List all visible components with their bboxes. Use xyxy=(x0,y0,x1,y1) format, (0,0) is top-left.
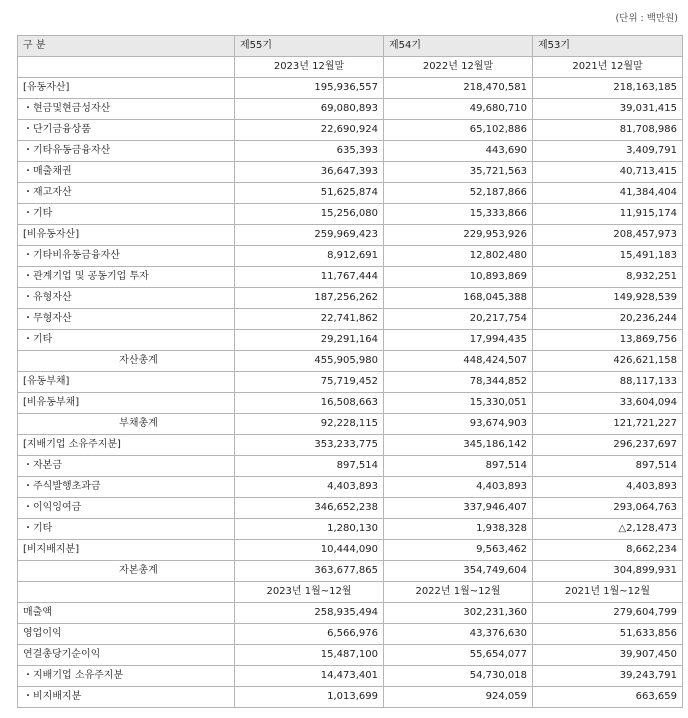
period-blank-cell xyxy=(18,582,235,603)
value-cell: 279,604,799 xyxy=(533,603,683,624)
value-cell: 363,677,865 xyxy=(235,561,384,582)
value-cell: 635,393 xyxy=(235,141,384,162)
value-cell: 168,045,388 xyxy=(384,288,533,309)
table-row xyxy=(18,624,683,645)
value-cell: 6,566,976 xyxy=(235,624,384,645)
value-cell: 1,938,328 xyxy=(384,519,533,540)
value-cell: 897,514 xyxy=(235,456,384,477)
row-label: 연결총당기순이익 xyxy=(18,645,235,666)
row-label: ・현금및현금성자산 xyxy=(18,99,235,120)
value-cell: 22,741,862 xyxy=(235,309,384,330)
value-cell: 15,491,183 xyxy=(533,246,683,267)
value-cell: 10,893,869 xyxy=(384,267,533,288)
value-cell: 426,621,158 xyxy=(533,351,683,372)
table-row xyxy=(18,414,683,435)
value-cell: 259,969,423 xyxy=(235,225,384,246)
period-label: 2021년 12월말 xyxy=(533,57,683,78)
row-label: ・자본금 xyxy=(18,456,235,477)
value-cell: 345,186,142 xyxy=(384,435,533,456)
value-cell: 22,690,924 xyxy=(235,120,384,141)
table-row xyxy=(18,120,683,141)
value-cell: 229,953,926 xyxy=(384,225,533,246)
value-cell: 51,625,874 xyxy=(235,183,384,204)
total-label: 자본총계 xyxy=(119,565,158,576)
value-cell: 337,946,407 xyxy=(384,498,533,519)
value-cell: 1,280,130 xyxy=(235,519,384,540)
row-label: ・기타 xyxy=(18,519,235,540)
header-period-53: 제53기 xyxy=(533,36,683,57)
value-cell: 12,802,480 xyxy=(384,246,533,267)
value-cell: 208,457,973 xyxy=(533,225,683,246)
value-cell: 15,333,866 xyxy=(384,204,533,225)
value-cell: 195,936,557 xyxy=(235,78,384,99)
value-cell: 93,674,903 xyxy=(384,414,533,435)
value-cell: 9,563,462 xyxy=(384,540,533,561)
value-cell: 3,409,791 xyxy=(533,141,683,162)
header-category: 구 분 xyxy=(18,36,235,57)
value-cell: 8,912,691 xyxy=(235,246,384,267)
value-cell: 8,662,234 xyxy=(533,540,683,561)
value-cell: 121,721,227 xyxy=(533,414,683,435)
value-cell: 20,236,244 xyxy=(533,309,683,330)
value-cell: 16,508,663 xyxy=(235,393,384,414)
value-cell: 35,721,563 xyxy=(384,162,533,183)
row-label: ・지배기업 소유주지분 xyxy=(18,666,235,687)
value-cell: 69,080,893 xyxy=(235,99,384,120)
value-cell: 15,487,100 xyxy=(235,645,384,666)
row-label: [유동자산] xyxy=(18,78,235,99)
value-cell: 17,994,435 xyxy=(384,330,533,351)
row-label: ・단기금융상품 xyxy=(18,120,235,141)
table-row xyxy=(18,666,683,687)
value-cell: 258,935,494 xyxy=(235,603,384,624)
value-cell: 33,604,094 xyxy=(533,393,683,414)
value-cell: 218,470,581 xyxy=(384,78,533,99)
value-cell: 897,514 xyxy=(384,456,533,477)
value-cell: 75,719,452 xyxy=(235,372,384,393)
header-period-54: 제54기 xyxy=(384,36,533,57)
value-cell: 15,256,080 xyxy=(235,204,384,225)
table-row xyxy=(18,246,683,267)
value-cell: 1,013,699 xyxy=(235,687,384,708)
table-row xyxy=(18,456,683,477)
value-cell: 4,403,893 xyxy=(533,477,683,498)
table-row xyxy=(18,309,683,330)
value-cell: 8,932,251 xyxy=(533,267,683,288)
total-label: 자산총계 xyxy=(119,355,158,366)
value-cell: 149,928,539 xyxy=(533,288,683,309)
table-row xyxy=(18,330,683,351)
value-cell: 448,424,507 xyxy=(384,351,533,372)
value-cell: 218,163,185 xyxy=(533,78,683,99)
table-row xyxy=(18,561,683,582)
financial-table-body xyxy=(18,36,683,708)
table-row xyxy=(18,204,683,225)
value-cell: 663,659 xyxy=(533,687,683,708)
value-cell: 40,713,415 xyxy=(533,162,683,183)
row-label: ・이익잉여금 xyxy=(18,498,235,519)
value-cell: 88,117,133 xyxy=(533,372,683,393)
financial-summary-table xyxy=(17,35,683,708)
value-cell: 346,652,238 xyxy=(235,498,384,519)
total-label: 부채총계 xyxy=(119,418,158,429)
period-label: 2023년 12월말 xyxy=(235,57,384,78)
row-label: ・주식발행초과금 xyxy=(18,477,235,498)
value-cell: 39,907,450 xyxy=(533,645,683,666)
value-cell: 65,102,886 xyxy=(384,120,533,141)
row-label: ・기타비유동금융자산 xyxy=(18,246,235,267)
table-row xyxy=(18,267,683,288)
value-cell: 81,708,986 xyxy=(533,120,683,141)
value-cell: 15,330,051 xyxy=(384,393,533,414)
value-cell: 54,730,018 xyxy=(384,666,533,687)
row-label: ・매출채권 xyxy=(18,162,235,183)
value-cell: 293,064,763 xyxy=(533,498,683,519)
row-label xyxy=(18,414,235,435)
table-row xyxy=(18,372,683,393)
row-label: [비유동자산] xyxy=(18,225,235,246)
value-cell: 187,256,262 xyxy=(235,288,384,309)
income-period-row xyxy=(18,582,683,603)
row-label: ・무형자산 xyxy=(18,309,235,330)
row-label: ・비지배지분 xyxy=(18,687,235,708)
period-label: 2022년 1월~12월 xyxy=(384,582,533,603)
unit-note: (단위 : 백만원) xyxy=(615,13,678,24)
header-row xyxy=(18,36,683,57)
table-row xyxy=(18,141,683,162)
row-label: [비유동부채] xyxy=(18,393,235,414)
table-row xyxy=(18,645,683,666)
table-row xyxy=(18,183,683,204)
value-cell: 49,680,710 xyxy=(384,99,533,120)
row-label: ・기타 xyxy=(18,330,235,351)
table-row xyxy=(18,435,683,456)
value-cell: 304,899,931 xyxy=(533,561,683,582)
value-cell: 78,344,852 xyxy=(384,372,533,393)
value-cell: 353,233,775 xyxy=(235,435,384,456)
value-cell: 13,869,756 xyxy=(533,330,683,351)
row-label: [비지배지분] xyxy=(18,540,235,561)
row-label: ・기타유동금융자산 xyxy=(18,141,235,162)
value-cell: 52,187,866 xyxy=(384,183,533,204)
value-cell: 29,291,164 xyxy=(235,330,384,351)
value-cell: 4,403,893 xyxy=(384,477,533,498)
table-row xyxy=(18,99,683,120)
value-cell: 443,690 xyxy=(384,141,533,162)
table-row xyxy=(18,603,683,624)
table-row xyxy=(18,540,683,561)
row-label: 영업이익 xyxy=(18,624,235,645)
row-label: 매출액 xyxy=(18,603,235,624)
value-cell: 11,767,444 xyxy=(235,267,384,288)
table-row xyxy=(18,687,683,708)
row-label: [유동부채] xyxy=(18,372,235,393)
row-label: ・재고자산 xyxy=(18,183,235,204)
value-cell: 41,384,404 xyxy=(533,183,683,204)
table-row xyxy=(18,477,683,498)
value-cell: 14,473,401 xyxy=(235,666,384,687)
value-cell: 302,231,360 xyxy=(384,603,533,624)
table-row xyxy=(18,498,683,519)
value-cell: 20,217,754 xyxy=(384,309,533,330)
value-cell: 39,031,415 xyxy=(533,99,683,120)
value-cell: 296,237,697 xyxy=(533,435,683,456)
row-label xyxy=(18,351,235,372)
table-row xyxy=(18,393,683,414)
value-cell: 92,228,115 xyxy=(235,414,384,435)
table-row xyxy=(18,162,683,183)
row-label: ・기타 xyxy=(18,204,235,225)
value-cell: 924,059 xyxy=(384,687,533,708)
period-label: 2021년 1월~12월 xyxy=(533,582,683,603)
value-cell: 51,633,856 xyxy=(533,624,683,645)
period-label: 2023년 1월~12월 xyxy=(235,582,384,603)
value-cell: 897,514 xyxy=(533,456,683,477)
value-cell: 39,243,791 xyxy=(533,666,683,687)
value-cell: 11,915,174 xyxy=(533,204,683,225)
row-label: ・유형자산 xyxy=(18,288,235,309)
value-cell: 43,376,630 xyxy=(384,624,533,645)
value-cell: 4,403,893 xyxy=(235,477,384,498)
period-blank-cell xyxy=(18,57,235,78)
value-cell: 36,647,393 xyxy=(235,162,384,183)
table-row xyxy=(18,78,683,99)
value-cell: 55,654,077 xyxy=(384,645,533,666)
balance-period-row xyxy=(18,57,683,78)
table-row xyxy=(18,519,683,540)
value-cell: 10,444,090 xyxy=(235,540,384,561)
value-cell: 455,905,980 xyxy=(235,351,384,372)
table-row xyxy=(18,351,683,372)
header-period-55: 제55기 xyxy=(235,36,384,57)
row-label: [지배기업 소유주지분] xyxy=(18,435,235,456)
table-row xyxy=(18,225,683,246)
value-cell: △2,128,473 xyxy=(533,519,683,540)
row-label xyxy=(18,561,235,582)
value-cell: 354,749,604 xyxy=(384,561,533,582)
table-row xyxy=(18,288,683,309)
period-label: 2022년 12월말 xyxy=(384,57,533,78)
row-label: ・관계기업 및 공동기업 투자 xyxy=(18,267,235,288)
